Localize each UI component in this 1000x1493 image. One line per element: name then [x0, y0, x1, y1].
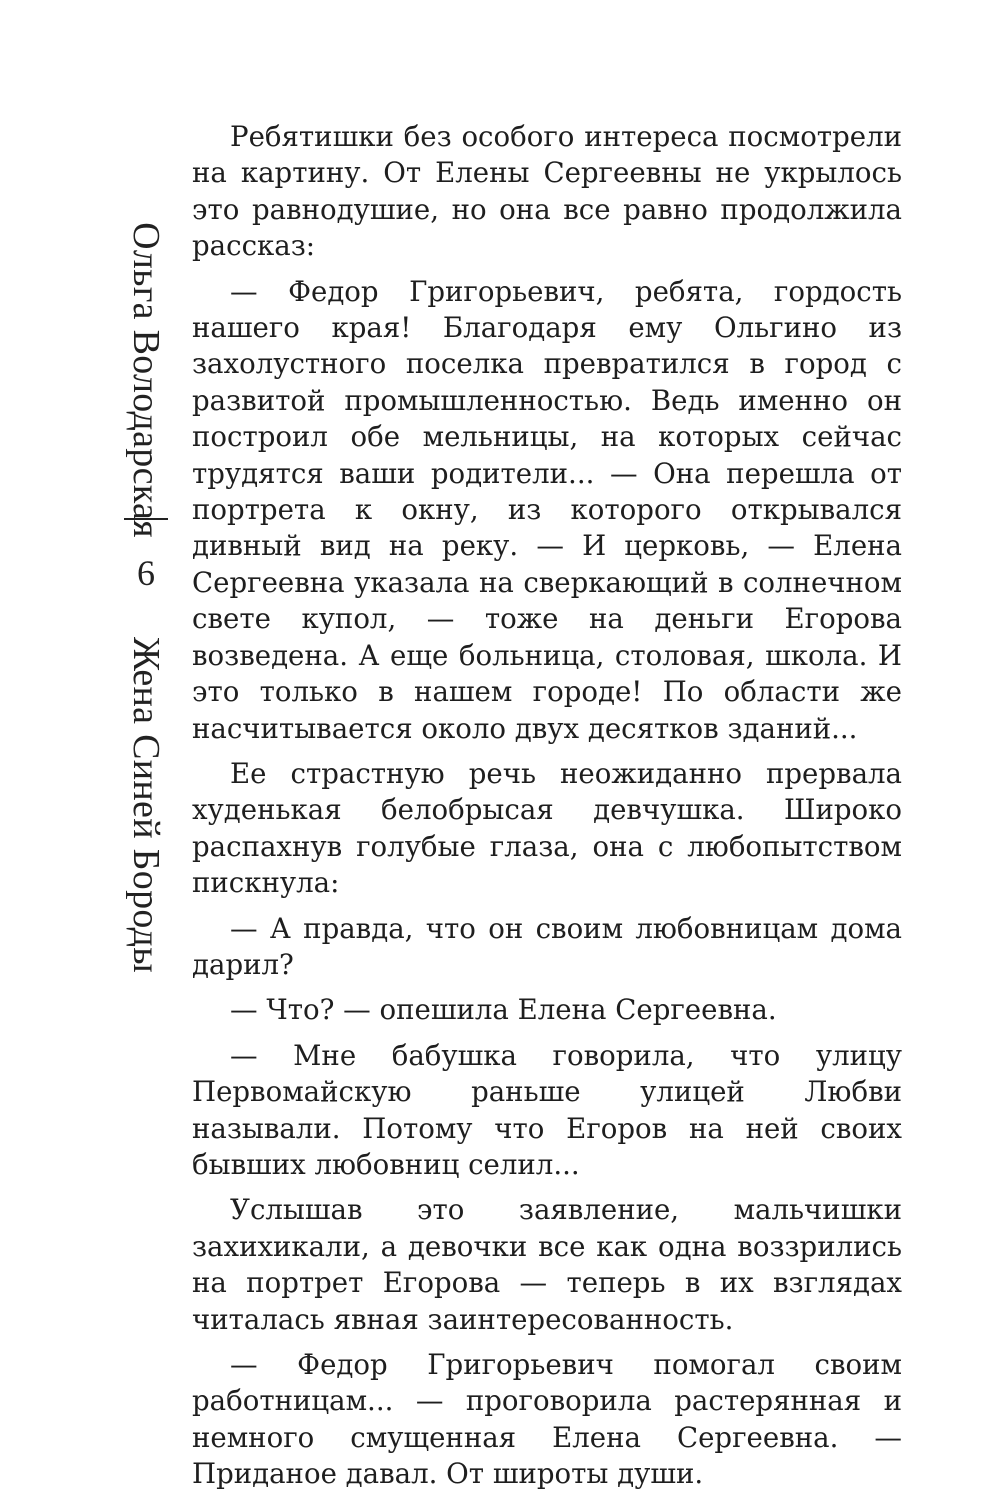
body-text [192, 119, 902, 1493]
paragraph: Услышав это заявление, мальчишки захихикали, а девочки все как одна воззрились на портрет Егорова — теперь в их взглядах читалась явная заинтересованность. [192, 1193, 902, 1336]
paragraph: Ребятишки без особого интереса посмотрели на картину. От Елены Сергеевны не укрылось это равнодушие, но она все равно продолжила рассказ: [192, 120, 902, 263]
paragraph: — А правда, что он своим любовницам дома дарил? [192, 911, 902, 981]
paragraph: Ее страстную речь неожиданно прервала худенькая белобрысая девчушка. Широко распахнув голубые глаза, она с любопытством пискнула: [192, 756, 902, 900]
author-name: Ольга Володарская [125, 222, 167, 538]
paragraph: — Что? — опешила Елена Сергеевна. [230, 993, 777, 1027]
running-head [118, 60, 174, 1080]
page-number: 6 [137, 553, 155, 593]
running-head-title [118, 636, 174, 974]
paragraph: — Федор Григорьевич, ребята, гордость нашего края! Благодаря ему Ольгино из захолустного поселка превратился в город с развитой промышленностью. Ведь именно он построил обе мельницы, на которых сейчас трудятся ваши родители... — Она перешла от портрета к окну, из которого открывался дивный вид на реку. — И церковь, — Елена Сергеевна указала на сверкающий в солнечном свете купол, — тоже на деньги Егорова возведена. А еще больница, столовая, школа. И это только в нашем городе! По области же насчитывается около двух десятков зданий... [192, 274, 902, 745]
running-head-divider [124, 518, 168, 520]
running-head-author [118, 210, 174, 550]
paragraph: — Мне бабушка говорила, что улицу Первомайскую раньше улицей Любви называли. Потому что Егоров на ней своих бывших любовниц селил... [192, 1038, 902, 1181]
book-title: Жена Синей Бороды [125, 636, 168, 974]
paragraph: — Федор Григорьевич помогал своим работницам... — проговорила растерянная и немного смущенная Елена Сергеевна. — Приданое давал. От широты души. [192, 1348, 902, 1491]
